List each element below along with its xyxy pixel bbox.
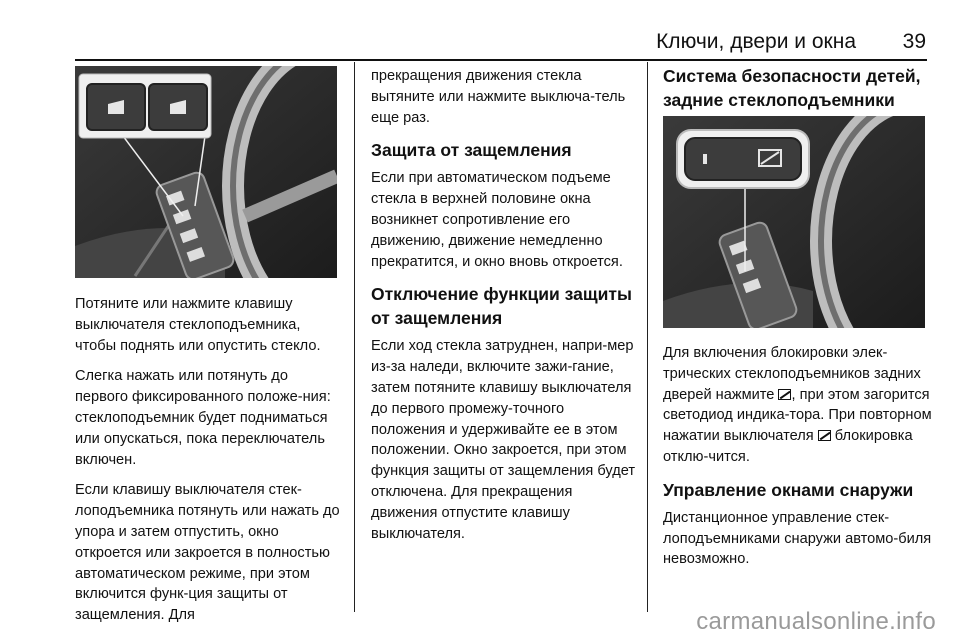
- column-3-body: [663, 343, 935, 580]
- paragraph-continued: прекращения движения стекла вытяните или нажмите выключа-тель еще раз.: [371, 68, 626, 126]
- column-2: [371, 66, 641, 554]
- paragraph-auto-mode: Если клавишу выключателя стек-лоподъемника потянуть или нажать до упора и затем отпустить, окно откроется или закроется в полностью автоматическом режиме, при этом включится функ-ция защиты от защемления. Для: [75, 482, 340, 624]
- paragraph-outside-control: Дистанционное управление стек-лоподъемниками снаружи автомо-биля невозможно.: [663, 509, 932, 568]
- paragraph-child-lock: Для включения блокировки элек-трических стеклоподъемников задних дверей нажмите , при этом загорится светодиод индика-тора. При повторном нажатии выключателя блокировка отклю-чится.: [663, 345, 932, 465]
- column-3: [663, 64, 933, 118]
- paragraph-pinch-protection: Если при автоматическом подъеме стекла в верхней половине окна возникнет сопротивление его движению, движение немедленно прекратится, и окно вновь откроется.: [371, 170, 623, 270]
- page-number: 39: [902, 30, 926, 53]
- column-divider-1: [354, 62, 355, 612]
- paragraph-disable-pinch-protection: Если ход стекла затруднен, напри-мер из-за наледи, включите зажи-гание, затем потяните клавишу выключателя до первого промежу-точного положения и удерживайте ее в этом положении. Окно закроется, при этом функция защиты от защемления будет отключена. Для прекращения движения отпустите клавишу выключателя.: [371, 338, 636, 542]
- child-lock-icon: [818, 430, 831, 441]
- heading-pinch-protection: Защита от защемления: [371, 140, 572, 161]
- watermark: carmanualsonline.info: [696, 608, 936, 635]
- column-divider-2: [647, 62, 648, 612]
- child-lock-switch-illustration: [663, 116, 925, 328]
- paragraph-first-position: Слегка нажать или потянуть до первого фиксированного положе-ния: стеклоподъемник будет подниматься или опускаться, пока переключатель включен.: [75, 368, 331, 468]
- page-header: [0, 0, 960, 62]
- heading-child-safety: Система безопасности детей, задние стеклоподъемники: [663, 66, 921, 110]
- window-switch-illustration: [75, 66, 337, 278]
- heading-disable-pinch-protection: Отключение функции защиты от защемления: [371, 284, 632, 329]
- page-section-title: Ключи, двери и окна: [656, 30, 856, 53]
- child-lock-icon: [778, 389, 791, 400]
- column-1: [75, 294, 343, 636]
- heading-outside-control: Управление окнами снаружи: [663, 479, 914, 500]
- paragraph-switch-usage: Потяните или нажмите клавишу выключателя стеклоподъемника, чтобы поднять или опустить стекло.: [75, 296, 321, 354]
- header-rule: [75, 59, 927, 61]
